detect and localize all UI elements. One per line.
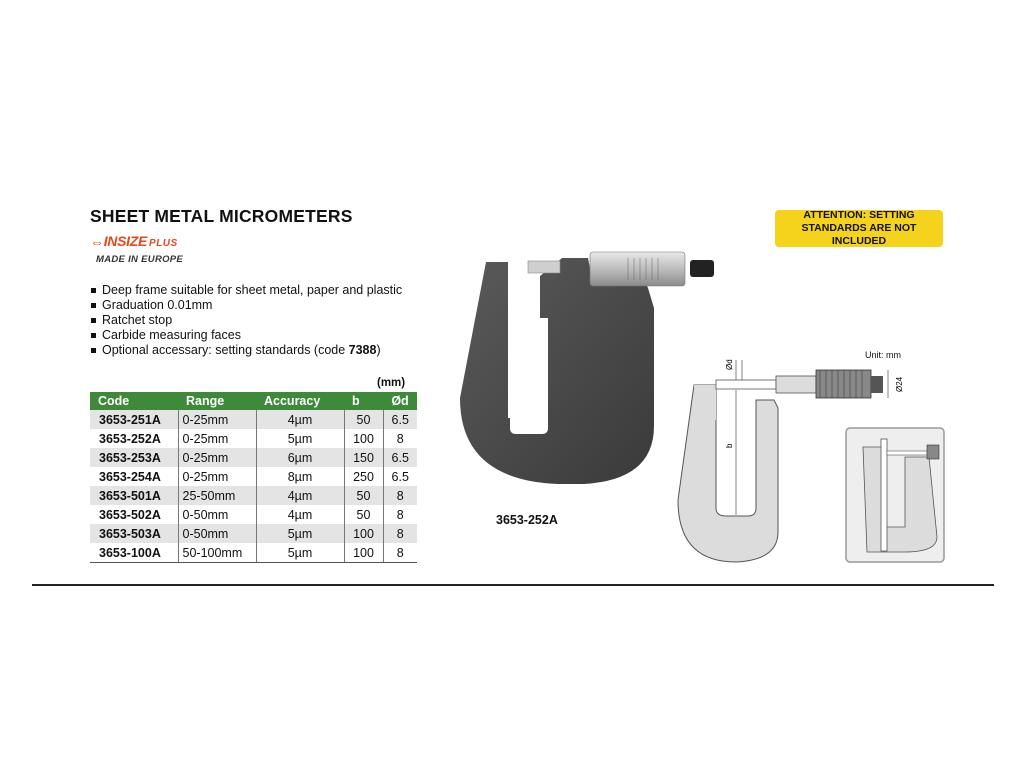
feature-text: Optional accessary: setting standards (code [102,343,349,357]
side-view-inset [845,427,945,563]
cell-accuracy: 5µm [256,429,344,448]
cell-b: 100 [344,543,383,563]
cell-code: 3653-100A [90,543,178,563]
table-row [90,505,417,524]
cell-accuracy: 4µm [256,486,344,505]
cell-b: 250 [344,467,383,486]
cell-code: 3653-253A [90,448,178,467]
product-model-label: 3653-252A [496,513,558,527]
cell-b: 50 [344,410,383,429]
table-row [90,410,417,429]
cell-code: 3653-502A [99,507,161,522]
feature-item: Ratchet stop [90,313,402,328]
table-row [90,448,417,467]
brand-logo [90,233,178,249]
spindle [528,261,560,273]
cell-diameter: 6.5 [383,410,417,429]
cell-accuracy: 4µm [256,505,344,524]
dim-24-label: Ø24 [895,376,904,392]
cell-range: 0-25mm [178,429,256,448]
table-row [90,524,417,543]
made-in-label: MADE IN EUROPE [96,254,184,265]
feature-item [90,343,402,358]
spec-table [90,392,417,563]
cell-diameter: 8 [383,524,417,543]
cell-code: 3653-252A [99,431,161,446]
cell-code: 3653-251A [90,410,178,429]
feature-item: Graduation 0.01mm [90,298,402,313]
table-header-row [90,392,417,410]
accessory-code: 7388 [348,343,377,357]
cell-b: 100 [344,429,383,448]
cell-range: 25-50mm [178,486,256,505]
cell-accuracy: 5µm [256,524,344,543]
cell-b: 50 [344,505,383,524]
cell-code: 3653-254A [99,469,161,484]
header-accuracy: Accuracy [256,392,344,410]
cell-b: 150 [344,448,383,467]
cell-range: 0-50mm [178,524,256,543]
ratchet-outline [871,376,883,393]
table-row [90,486,417,505]
header-diameter: Ød [383,392,417,410]
page-title: SHEET METAL MICROMETERS [90,206,353,226]
cell-range: 0-50mm [178,505,256,524]
cell-diameter: 8 [383,486,417,505]
cell-accuracy: 4µm [256,410,344,429]
cell-range: 0-25mm [178,410,256,429]
brand-arrow-icon: ⇔ [90,233,104,249]
thimble-outline [816,370,871,398]
cell-b: 50 [344,486,383,505]
cell-diameter: 8 [383,429,417,448]
cell-range: 50-100mm [178,543,256,563]
cell-code: 3653-501A [90,486,178,505]
header-b: b [344,392,383,410]
sleeve-outline [776,376,816,393]
brand-name: INSIZE [103,233,148,249]
feature-item: Carbide measuring faces [90,328,402,343]
cell-range: 0-25mm [178,448,256,467]
cell-accuracy: 6µm [256,448,344,467]
cell-diameter: 8 [383,505,417,524]
feature-item: Deep frame suitable for sheet metal, paper and plastic [90,283,402,298]
cell-diameter: 6.5 [383,448,417,467]
cell-b: 100 [344,524,383,543]
feature-list [90,283,402,358]
table-row [90,429,417,448]
cell-diameter: 6.5 [383,467,417,486]
feature-text-tail: ) [376,343,381,357]
frame-outline [678,385,778,562]
cell-accuracy: 8µm [256,467,344,486]
cell-range: 0-25mm [178,467,256,486]
attention-badge [775,210,943,247]
brand-suffix: PLUS [149,238,178,249]
unit-label: Unit: mm [865,350,901,360]
cell-accuracy: 5µm [256,543,344,563]
table-row [90,467,417,486]
thimble [590,252,685,286]
header-code: Code [90,392,178,410]
dim-b-label: b [725,443,734,448]
table-row [90,543,417,563]
header-range: Range [178,392,256,410]
cell-code: 3653-503A [90,524,178,543]
ratchet [690,260,714,277]
cell-diameter: 8 [383,543,417,563]
spindle-outline [716,380,776,389]
attention-line-1: ATTENTION: SETTING [803,209,915,221]
frame-shape [460,258,654,484]
attention-line-2: STANDARDS ARE NOT INCLUDED [801,222,917,247]
dim-d-label: Ød [725,359,734,370]
divider-line [32,584,994,586]
table-unit: (mm) [377,377,406,389]
